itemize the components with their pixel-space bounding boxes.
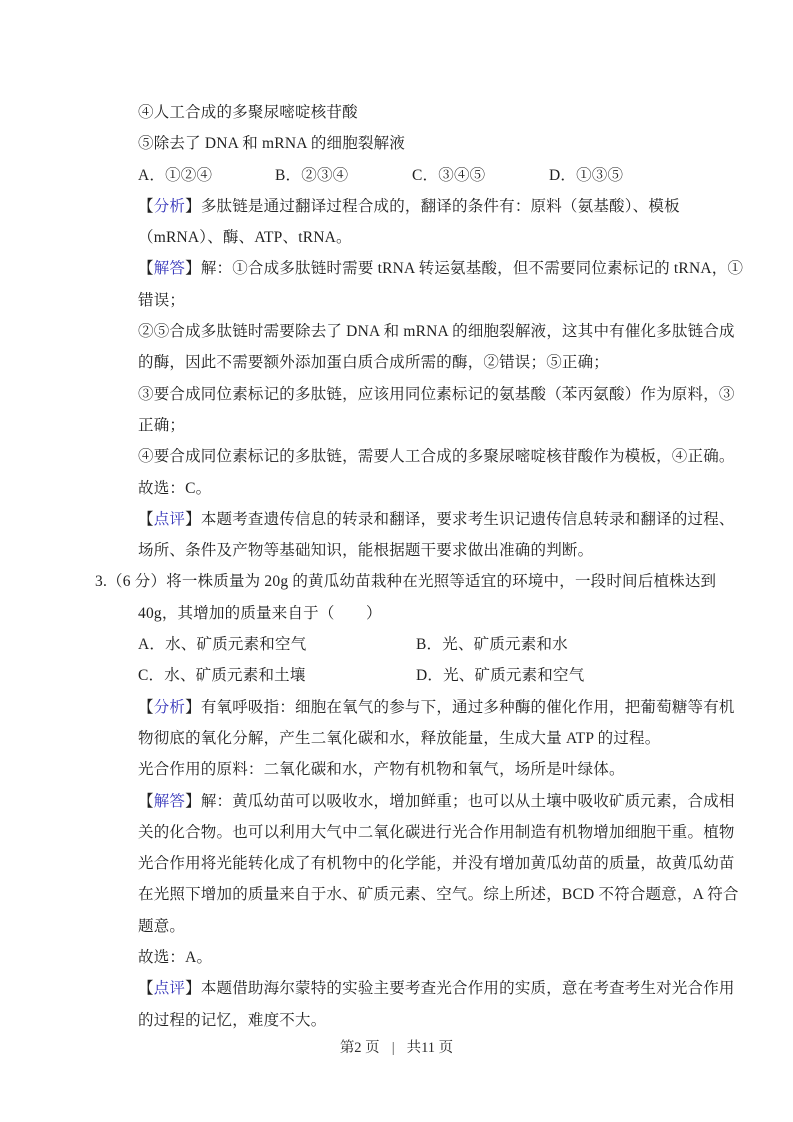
answer-line	[95, 347, 707, 378]
text-run: ⑤除去了 DNA 和 mRNA 的细胞裂解液	[138, 135, 406, 153]
option-item: D．光、矿质元素和空气	[416, 667, 585, 685]
option-item: C．③④⑤	[412, 166, 486, 184]
answer-line	[95, 441, 735, 472]
text-run: 题意。	[138, 917, 186, 935]
text-run: 解：黄瓜幼苗可以吸收水，增加鲜重；也可以从土壤中吸收矿质元素，合成相	[200, 792, 735, 810]
answer-line	[95, 410, 707, 441]
answer-line	[95, 253, 744, 284]
text-run: 正确；	[138, 416, 186, 434]
question-stem-line	[95, 598, 707, 629]
option-item: A．①②④	[138, 166, 213, 184]
text-run: 【	[138, 792, 154, 810]
text-run: 】	[185, 510, 201, 528]
text-run: 】	[185, 698, 201, 716]
question-option-row	[95, 660, 707, 691]
answer-line	[95, 379, 735, 410]
text-run: 】	[185, 260, 201, 278]
text-run: 多肽链是通过翻译过程合成的，翻译的条件有：原料（氨基酸）、模板	[200, 197, 680, 215]
text-run: 【	[138, 197, 154, 215]
text-run: 3.（6 分）将一株质量为 20g 的黄瓜幼苗栽种在光照等适宜的环境中，一段时间后植株达到	[95, 573, 717, 591]
section-label: 点评	[153, 510, 186, 528]
option-item: C．水、矿质元素和土壤	[138, 667, 306, 685]
text-run: 错误；	[138, 291, 186, 309]
answer-line	[95, 879, 739, 910]
text-run: （mRNA）、酶、ATP、tRNA。	[138, 229, 352, 247]
text-run: 【	[138, 698, 154, 716]
section-label: 解答	[153, 260, 186, 278]
text-run: 在光照下增加的质量来自于水、矿质元素、空气。综上所述，BCD 不符合题意，A 符合	[138, 886, 739, 904]
text-run: 40g，其增加的质量来自于（ ）	[138, 604, 382, 622]
text-run: 物彻底的氧化分解，产生二氧化碳和水，释放能量，生成大量 ATP 的过程。	[138, 729, 661, 747]
text-run: 场所、条件及产物等基础知识，能根据题干要求做出准确的判断。	[138, 542, 594, 560]
text-run: 光合作用将光能转化成了有机物中的化学能，并没有增加黄瓜幼苗的质量，故黄瓜幼苗	[138, 855, 735, 873]
text-run: 本题借助海尔蒙特的实验主要考查光合作用的实质，意在考查考生对光合作用	[200, 980, 735, 998]
answer-line	[95, 316, 735, 347]
section-label: 分析	[153, 197, 186, 215]
text-run: ④人工合成的多聚尿嘧啶核苷酸	[138, 104, 358, 121]
question-option-row	[95, 160, 707, 191]
question-stem-line	[95, 566, 717, 597]
option-item: B．②③④	[275, 166, 349, 184]
page-footer	[0, 1036, 793, 1057]
section-label: 点评	[153, 980, 186, 998]
section-label: 分析	[153, 698, 186, 716]
comment-line	[95, 535, 707, 566]
answer-line	[95, 848, 735, 879]
footer-page-current: 第2 页	[339, 1040, 380, 1056]
answer-choice-line	[95, 473, 707, 504]
text-run: 的过程的记忆，难度不大。	[138, 1011, 327, 1029]
comment-line	[95, 1005, 707, 1036]
answer-line	[95, 911, 707, 942]
text-run: ②⑤合成多肽链时需要除去了 DNA 和 mRNA 的细胞裂解液，这其中有催化多肽链合成	[138, 323, 735, 341]
text-run: 的酶，因此不需要额外添加蛋白质合成所需的酶，②错误；⑤正确；	[138, 354, 610, 372]
analysis-line	[95, 222, 707, 253]
text-run: 有氧呼吸指：细胞在氧气的参与下，通过多种酶的催化作用，把葡萄糖等有机	[200, 698, 735, 716]
comment-line	[95, 504, 735, 535]
text-run: 本题考查遗传信息的转录和翻译，要求考生识记遗传信息转录和翻译的过程、	[200, 510, 735, 528]
text-run: 故选：C。	[138, 479, 212, 497]
option-item: A．水、矿质元素和空气	[138, 636, 307, 654]
text-run: 】	[185, 792, 201, 810]
option-item: B．光、矿质元素和水	[416, 636, 568, 654]
answer-line	[95, 817, 735, 848]
text-run: 关的化合物。也可以利用大气中二氧化碳进行光合作用制造有机物增加细胞干重。植物	[138, 823, 735, 841]
text-run: 】	[185, 980, 201, 998]
section-label: 解答	[153, 792, 186, 810]
list-item-line	[95, 97, 707, 128]
footer-page-total: 共11 页	[406, 1040, 454, 1056]
text-run: 】	[185, 197, 201, 215]
analysis-line	[95, 754, 707, 785]
text-run: 光合作用的原料：二氧化碳和水，产物有机物和氧气，场所是叶绿体。	[138, 761, 625, 779]
analysis-line	[95, 723, 707, 754]
text-run: 解：①合成多肽链时需要 tRNA 转运氨基酸，但不需要同位素标记的 tRNA，①	[200, 260, 744, 278]
answer-line	[95, 786, 735, 817]
list-item-line	[95, 128, 707, 159]
analysis-line	[95, 191, 707, 222]
text-run: 【	[138, 260, 154, 278]
text-run: 【	[138, 980, 154, 998]
text-run: 故选：A。	[138, 949, 213, 967]
text-run: 【	[138, 510, 154, 528]
comment-line	[95, 973, 735, 1004]
footer-separator: |	[391, 1040, 395, 1056]
answer-line	[95, 285, 707, 316]
document-content	[95, 97, 744, 1036]
analysis-line	[95, 692, 735, 723]
text-run: ④要合成同位素标记的多肽链，需要人工合成的多聚尿嘧啶核苷酸作为模板，④正确。	[138, 448, 735, 466]
text-run: ③要合成同位素标记的多肽链，应该用同位素标记的氨基酸（苯丙氨酸）作为原料，③	[138, 385, 735, 403]
answer-choice-line	[95, 942, 707, 973]
option-item: D．①③⑤	[549, 166, 624, 184]
question-option-row	[95, 629, 707, 660]
